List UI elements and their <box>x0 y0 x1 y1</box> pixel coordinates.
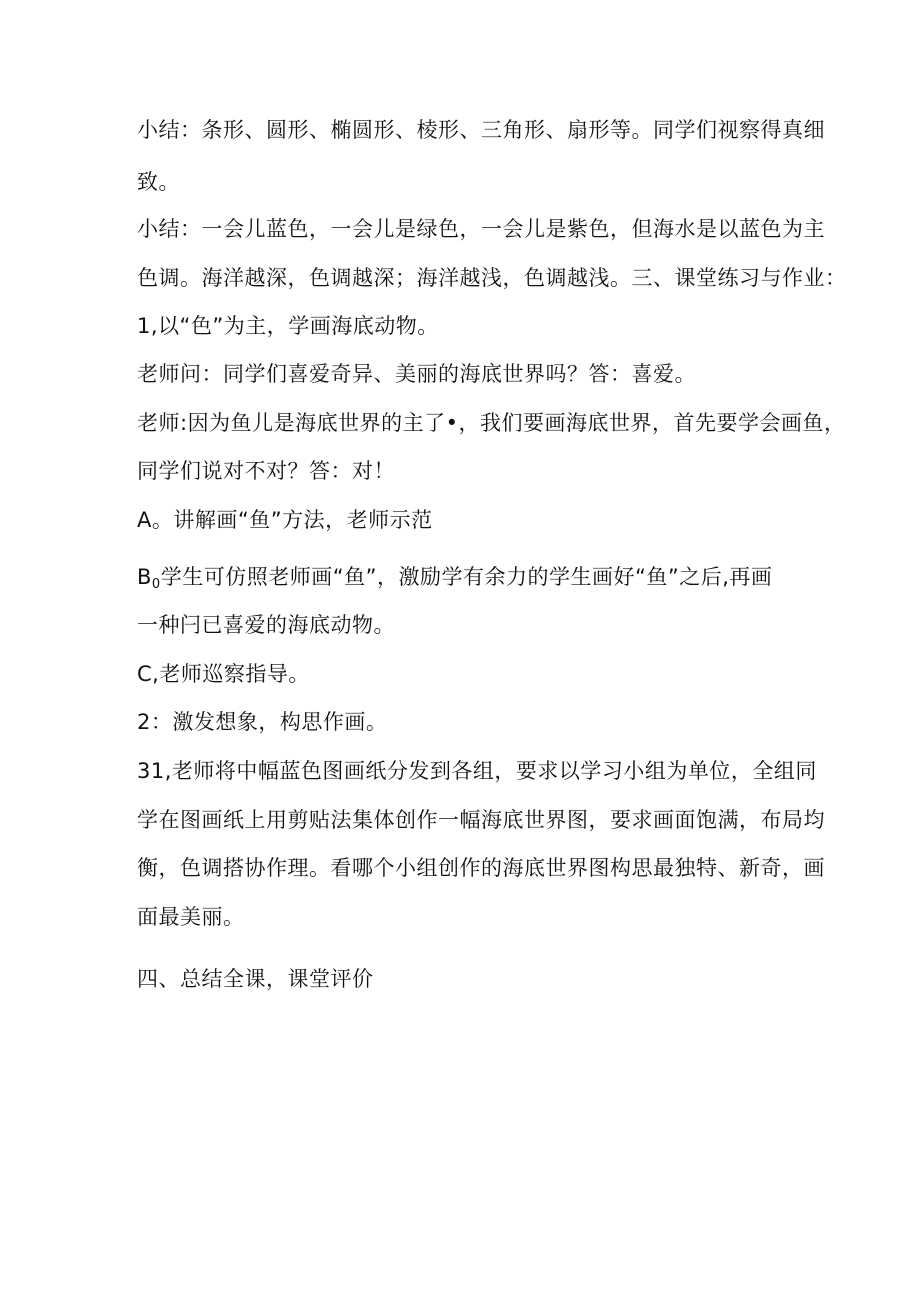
paragraph-line-13: 2：激发想象，构思作画。 <box>137 710 388 734</box>
paragraph-line-2: 致。 <box>137 170 180 194</box>
b-prefix-letter: B <box>137 565 152 589</box>
paragraph-line-7: 老师:因为鱼儿是海底世界的主了•，我们要画海底世界，首先要学会画鱼， <box>137 411 846 435</box>
paragraph-line-3: 小结：一会儿蓝色，一会儿是绿色，一会儿是紫色，但海水是以蓝色为主 <box>137 217 825 241</box>
paragraph-line-4: 色调。海洋越深，色调越深；海洋越浅，色调越浅。三、课堂练习与作业： <box>137 266 847 290</box>
section-heading-summary: 四、总结全课，课堂评价 <box>137 967 374 991</box>
paragraph-line-6: 老师问：同学们喜爱奇异、美丽的海底世界吗？答：喜爱。 <box>137 362 696 386</box>
paragraph-line-10-text: 学生可仿照老师画“鱼”，激励学有余力的学生画好“鱼”之后,再画 <box>160 565 773 589</box>
paragraph-line-12: C,老师巡察指导。 <box>137 662 310 686</box>
paragraph-line-17: 面最美丽。 <box>137 905 245 929</box>
b-prefix-subscript: 0 <box>151 577 161 592</box>
paragraph-line-15: 学在图画纸上用剪贴法集体创作一幅海底世界图，要求画面饱满，布局均 <box>137 808 825 832</box>
paragraph-line-9: A。讲解画“鱼”方法，老师示范 <box>137 508 433 532</box>
paragraph-line-5: 1,以“色”为主，学画海底动物。 <box>137 314 439 338</box>
paragraph-line-14: 31,老师将中幅蓝色图画纸分发到各组，要求以学习小组为单位，全组同 <box>137 759 817 783</box>
paragraph-line-8: 同学们说对不对？答：对！ <box>137 459 395 483</box>
paragraph-line-16: 衡，色调搭协作理。看哪个小组创作的海底世界图构思最独特、新奇，画 <box>137 856 825 880</box>
paragraph-line-11: 一种闩已喜爱的海底动物。 <box>137 613 395 637</box>
paragraph-line-1: 小结：条形、圆形、椭圆形、棱形、三角形、扇形等。同学们视察得真细 <box>137 118 825 142</box>
paragraph-line-10 <box>137 565 772 597</box>
